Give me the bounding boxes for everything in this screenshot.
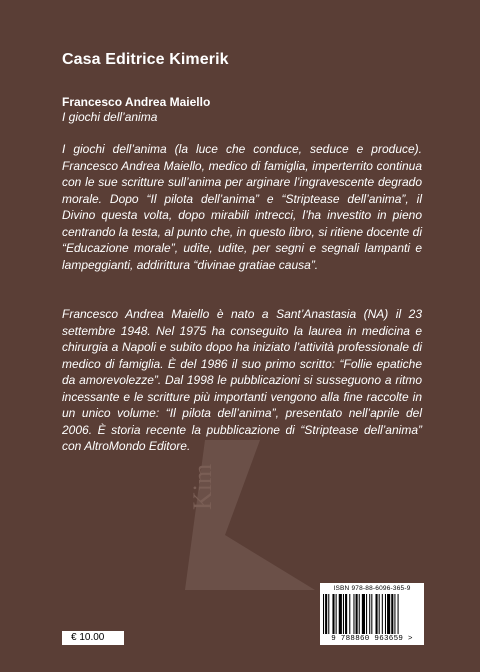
barcode-bar (391, 594, 393, 634)
blurb-paragraph: I giochi dell’anima (la luce che conduce, seduce e produce). Francesco Andrea Maiello, medico di famiglia, imperterrito continua con le sue scritture sull’anima per arginare l’ingravescente degrado morale. Dopo “Il pilota dell’anima” e “Striptease dell’anima”, il Divino questa volta, dopo mirabili intrecci, l’ha investito in pieno centrando la testa, al punto che, in questo libro, si ritiene docente di “Educazione morale”, udite, udite, per segni e segnali lampanti e lampeggianti, addirittura “divinae gratiae causa”. (62, 142, 422, 272)
barcode-bar (371, 594, 372, 634)
price-label: € 10.00 (62, 631, 124, 645)
barcode-bar (332, 594, 334, 634)
barcode-bar (339, 594, 342, 634)
barcode-bar (328, 594, 329, 634)
barcode-bar (379, 594, 380, 634)
barcode-bar (349, 594, 350, 634)
barcode-bar (353, 594, 354, 634)
barcode-bar (362, 594, 365, 634)
publisher-name: Casa Editrice Kimerik (62, 51, 229, 68)
author-name: Francesco Andrea Maiello (62, 95, 211, 109)
barcode-number: 9 788860 963659 > (331, 635, 413, 643)
barcode-bar (323, 594, 324, 634)
barcode-bar (376, 594, 378, 634)
barcode-bar (387, 594, 390, 634)
barcode-bars (323, 594, 421, 634)
publisher-logo-watermark (165, 440, 325, 590)
barcode-bar (325, 594, 327, 634)
barcode-bar (343, 594, 344, 634)
watermark-k-shape (185, 440, 315, 590)
barcode-bar (394, 594, 395, 634)
barcode-bar (345, 594, 347, 634)
book-title: I giochi dell’anima (62, 110, 158, 124)
isbn-text: ISBN 978-88-6096-365-9 (333, 585, 411, 592)
barcode-bar (385, 594, 386, 634)
watermark-text: Kim (188, 463, 217, 510)
barcode-bar (369, 594, 370, 634)
barcode-bar (382, 594, 383, 634)
barcode-bar (336, 594, 337, 634)
barcode-bar (359, 594, 360, 634)
author-bio-paragraph: Francesco Andrea Maiello è nato a Sant’Anastasia (NA) il 23 settembre 1948. Nel 1975 ha conseguito la laurea in medicina e chirurgia a Napoli e subito dopo ha iniziato l’attività professionale di medico di famiglia. È del 1986 il suo primo scritto: “Follie epatiche da amorevolezze”. Dal 1998 le pubblicazioni si susseguono a ritmo incessante e le scritture più importanti vengono alla fine raccolte in un unico volume: “Il pilota dell’anima”, presentato nell’aprile del 2006. È storia recente la pubblicazione di “Striptease dell’anima” con AltroMondo Editore. (62, 307, 422, 453)
barcode-bar (398, 594, 399, 634)
barcode (320, 583, 424, 645)
barcode-bar (366, 594, 367, 634)
barcode-bar (356, 594, 358, 634)
